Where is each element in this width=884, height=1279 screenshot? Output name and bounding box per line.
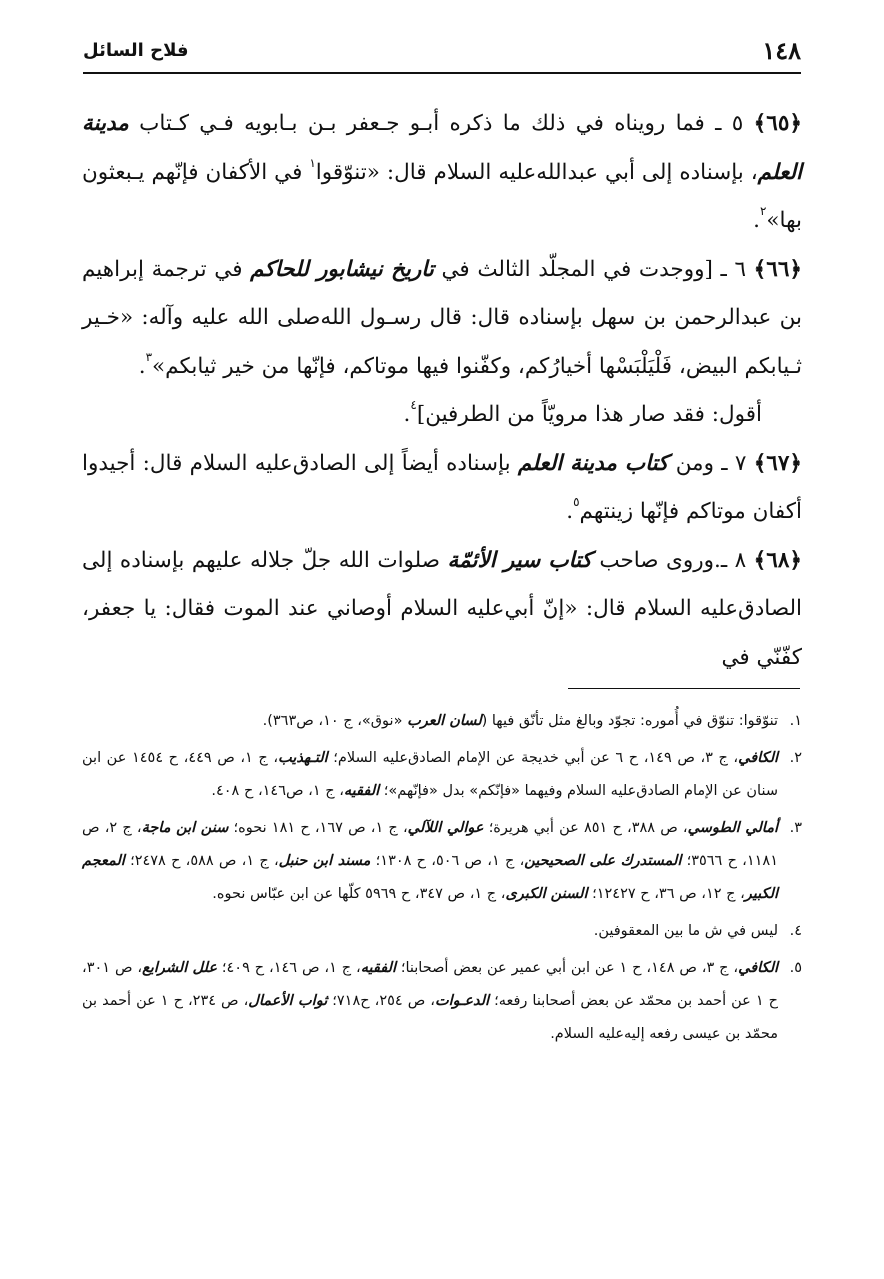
book-title: الدعـوات — [434, 993, 490, 1009]
book-title: سنن ابن ماجة — [141, 820, 229, 836]
hadith-number: ﴿٦٨﴾ — [753, 547, 802, 573]
text-segment: ، ص ٢٥٤، ح٧١٨؛ — [327, 993, 435, 1009]
footnote-1 — [82, 705, 802, 738]
paragraph-65 — [82, 100, 802, 246]
text-segment: ٧ ـ ومن — [668, 450, 747, 476]
page-number: ١٤٨ — [762, 36, 801, 65]
footnotes — [82, 705, 802, 1055]
book-title: الكافي — [738, 750, 779, 766]
text-segment: في ترجمة إبراهيم بن عبدالرحمن بن سهل بإسناده قال: قال رسـول الله‌صلى الله عليه وآله: «خـير ثـيابكم البيض، فَلْيَلْبَسْها أخيارُكم، وكفّنوا فيها موتاكم، فإنّها من خير ثيابكم» — [82, 256, 802, 379]
footnote-separator — [568, 688, 800, 689]
text-segment: ٥ ـ فما رويناه في ذلك ما ذكره أبـو جـعفر بـن بـابويه فـي كـتاب — [128, 111, 744, 136]
book-title: تاريخ نيشابور للحاكم — [250, 256, 434, 282]
footnote-ref[interactable]: ٢ — [759, 204, 767, 218]
text-segment: ، ج ١، ص ٥٠٦، ح ١٣٠٨؛ — [370, 853, 525, 869]
text-segment: . — [753, 208, 760, 233]
running-title: فلاح السائل — [83, 40, 189, 61]
text-segment: «نوق»، ج ١٠، ص٣٦٣). — [262, 713, 408, 729]
book-title: الكافي — [738, 960, 779, 976]
page-header — [83, 34, 801, 74]
text-segment: ، ج ١، ص ٤٤٩، ح ١٤٥٤ عن ابن سنان عن الإمام الصادق‌عليه السلام وفيهما «فإنّكم» بدل «فإنّهم»؛ — [82, 750, 778, 799]
book-title: عوالي اللآلي — [407, 820, 484, 836]
text-segment: بإسناده أيضاً إلى الصادق‌عليه السلام قال: أجيدوا أكفان موتاكم فإنّها زينتهم — [82, 450, 802, 524]
book-title: المستدرك على الصحيحين — [524, 853, 682, 869]
footnote-3 — [82, 812, 802, 911]
book-title: علل الشرايع — [142, 960, 217, 976]
book-title: لسان العرب — [407, 713, 482, 729]
text-segment: ، ج ١٢، ص ٣٦، ح ١٢٤٢٧؛ — [587, 886, 745, 902]
text-segment: ، ج ٣، ص ١٤٨، ح ١ عن ابن أبي عمير عن بعض أصحابنا؛ — [395, 960, 739, 976]
text-segment: ، ص ٣٨٨، ح ٨٥١ عن أبي هريرة؛ — [483, 820, 688, 836]
hadith-number: ﴿٦٧﴾ — [753, 450, 803, 476]
text-segment: أقول: فقد صار هذا مرويّاً من الطرفين] — [416, 402, 762, 427]
footnote-4 — [82, 915, 802, 948]
footnote-number: ٥. — [789, 960, 802, 976]
book-title: الفقيه — [343, 783, 380, 799]
text-segment: . — [566, 499, 574, 524]
footnote-ref[interactable]: ٥ — [573, 495, 580, 509]
book-title: السنن الكبرى — [505, 886, 588, 902]
book-title: ثواب الأعمال — [248, 993, 328, 1009]
footnote-2 — [82, 742, 802, 808]
footnote-ref[interactable]: ١ — [309, 155, 316, 170]
footnote-number: ٤. — [789, 923, 802, 939]
text-segment: ليس في ش ما بين المعقوفين. — [593, 923, 778, 939]
text-segment: ، ج ٢، ص ١١٨١، ح ٣٥٦٦؛ — [82, 820, 778, 869]
text-segment: صلوات الله جلّ جلاله عليهم بإسناده إلى الصادق‌عليه السلام قال: «إنّ أبي‌عليه السلام أوصاني عند الموت فقال: يا جعفر، كفّنّي في — [82, 547, 802, 670]
paragraph-68 — [82, 537, 802, 683]
hadith-number: ﴿٦٦﴾ — [753, 256, 802, 282]
book-title: كتاب مدينة العلم — [517, 450, 669, 476]
footnote-ref[interactable]: ٤ — [410, 398, 417, 412]
text-segment: ، ج ١، ص ٥٨٨، ح ٢٤٧٨؛ — [124, 853, 279, 869]
book-title: التـهذيب — [278, 750, 328, 766]
book-title: الفقيه — [360, 960, 396, 976]
text-segment: تنوّقوا: تنوّق في أُموره: تجوّد وبالغ مثل تأنّق فيها ( — [481, 713, 778, 729]
paragraph-67 — [82, 440, 802, 537]
text-segment: ، ص ٢٣٤، ح ١ عن أحمد بن محمّد بن عيسى رفعه إليه‌عليه السلام. — [82, 993, 778, 1042]
text-segment: . — [403, 402, 411, 427]
text-segment: ، ج ١، ص ١٤٦، ح ٤٠٩؛ — [217, 960, 361, 976]
text-segment: ، ج ١، ص١٤٦، ح ٤٠٨. — [211, 783, 344, 799]
text-segment: ٦ ـ [ووجدت في المجلّد الثالث في — [433, 256, 747, 282]
footnote-number: ٢. — [789, 750, 802, 766]
main-text — [82, 100, 802, 682]
book-title: كتاب سير الأئمّة — [447, 547, 592, 573]
paragraph-66-comment — [82, 391, 802, 440]
text-segment: . — [138, 353, 146, 379]
text-segment: ، ص ٣٠١، ح ١ عن أحمد بن محمّد عن بعض أصحابنا رفعه؛ — [82, 960, 778, 1009]
book-title: أمالي الطوسي — [687, 820, 778, 836]
text-segment: ٨ ـ.وروى صاحب — [591, 547, 747, 573]
text-segment: ، ج ١، ص ٣٤٧، ح ٥٩٦٩ كلّها عن ابن عبّاس نحوه. — [212, 886, 506, 902]
text-segment: ، ج ١، ص ١٦٧، ح ١٨١ نحوه؛ — [228, 820, 408, 836]
footnote-5 — [82, 952, 802, 1051]
hadith-number: ﴿٦٥﴾ — [753, 111, 802, 136]
book-title: المعجم الكبير — [82, 853, 778, 902]
paragraph-66 — [82, 246, 802, 392]
book-title: مدينة العلم — [82, 111, 802, 185]
text-segment: ، بإسناده إلى أبي عبدالله‌عليه السلام قال: «تنوّقوا — [315, 159, 758, 185]
footnote-number: ١. — [789, 713, 802, 729]
footnote-ref[interactable]: ٣ — [145, 349, 153, 364]
footnote-number: ٣. — [789, 820, 802, 836]
text-segment: في الأكفان فإنّهم يـبعثون بها» — [82, 159, 802, 233]
book-title: مسند ابن حنبل — [278, 853, 371, 869]
text-segment: ، ج ٣، ص ١٤٩، ح ٦ عن أبي خديجة عن الإمام الصادق‌عليه السلام؛ — [327, 750, 739, 766]
